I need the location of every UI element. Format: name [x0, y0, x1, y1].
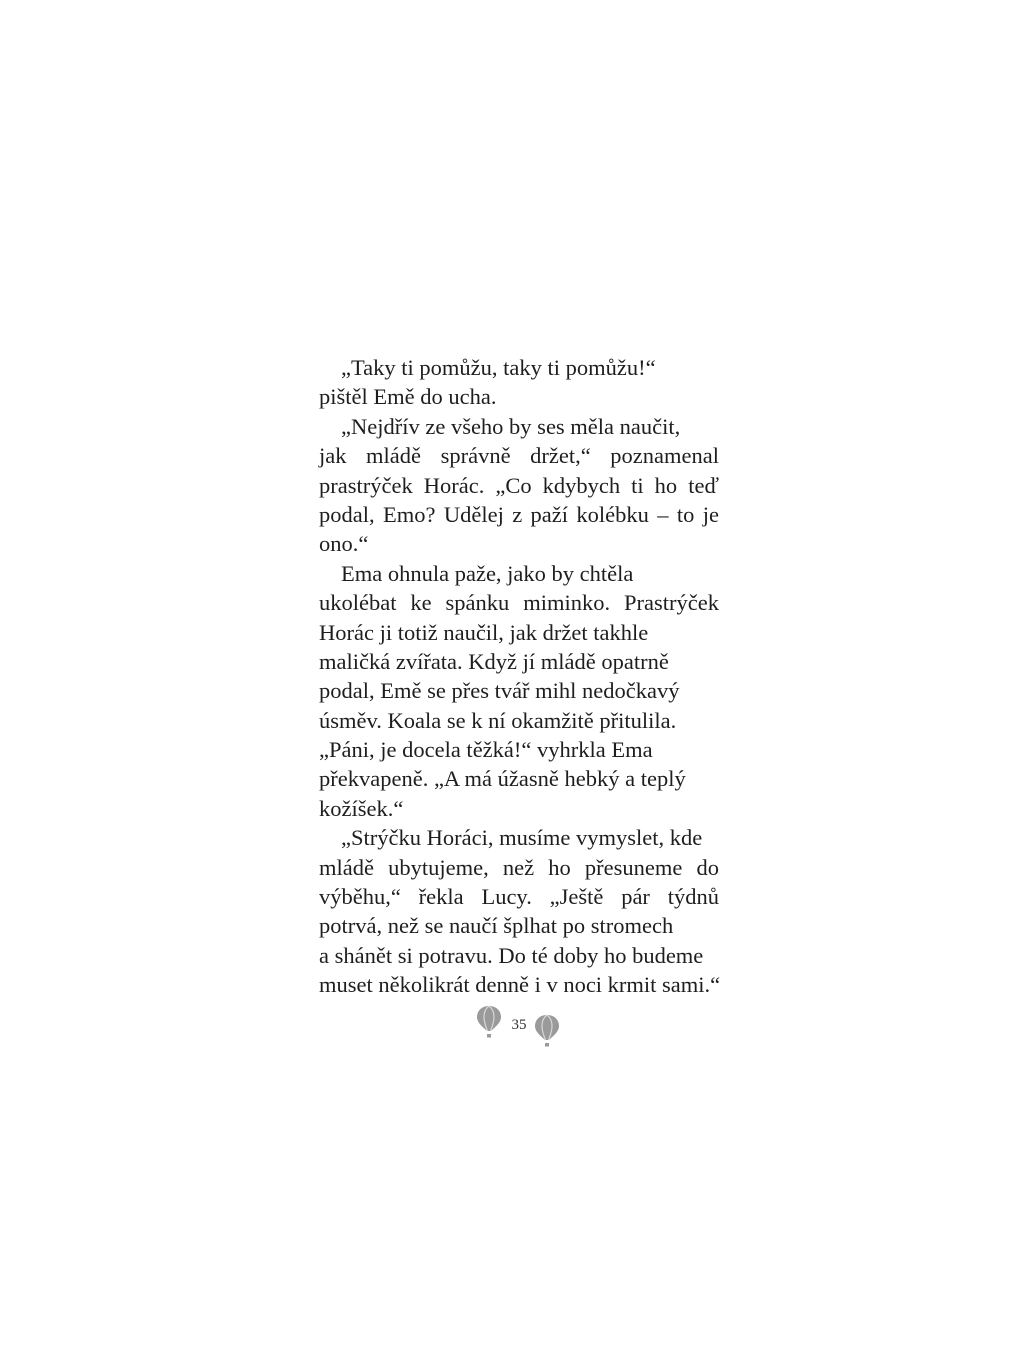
- page-number: 35: [511, 1017, 527, 1033]
- page-footer: [476, 1005, 562, 1049]
- text-line: výběhu,“ řekla Lucy. „Ještě pár týdnů: [319, 884, 719, 910]
- text-line: úsměv. Koala se k ní okamžitě přitulila.: [319, 707, 677, 733]
- text-line: maličká zvířata. Když jí mládě opatrně: [319, 648, 669, 674]
- text-line: „Strýčku Horáci, musíme vymyslet, kde: [341, 825, 703, 851]
- text-line: ukolébat ke spánku miminko. Prastrýček: [319, 590, 719, 616]
- text-line: „Taky ti pomůžu, taky ti pomůžu!“: [341, 355, 656, 380]
- text-line: kožíšek.“: [319, 795, 404, 821]
- text-line: podal, Emo? Udělej z paží kolébku – to je: [319, 501, 719, 527]
- text-line: Horác ji totiž naučil, jak držet takhle: [319, 619, 649, 645]
- text-line: muset několikrát denně i v noci krmit sami.“: [319, 972, 721, 998]
- text-line: „Nejdřív ze všeho by ses měla naučit,: [341, 413, 681, 439]
- text-line: Ema ohnula paže, jako by chtěla: [341, 560, 634, 586]
- text-line: a shánět si potravu. Do té doby ho budeme: [319, 942, 704, 968]
- body-text: [319, 353, 719, 1000]
- hot-air-balloon-icon: [476, 1005, 502, 1041]
- text-line: mládě ubytujeme, než ho přesuneme do: [319, 854, 719, 880]
- text-line: jak mládě správně držet,“ poznamenal: [319, 443, 719, 469]
- text-line: potrvá, než se naučí šplhat po stromech: [319, 913, 674, 939]
- text-line: pištěl Emě do ucha.: [319, 384, 497, 410]
- text-line: překvapeně. „A má úžasně hebký a teplý: [319, 766, 686, 792]
- text-line: „Páni, je docela těžká!“ vyhrkla Ema: [319, 737, 653, 763]
- text-line: ono.“: [319, 531, 369, 557]
- hot-air-balloon-icon: [534, 1014, 560, 1050]
- text-line: podal, Emě se přes tvář mihl nedočkavý: [319, 678, 680, 704]
- text-line: prastrýček Horác. „Co kdybych ti ho teď: [319, 472, 719, 498]
